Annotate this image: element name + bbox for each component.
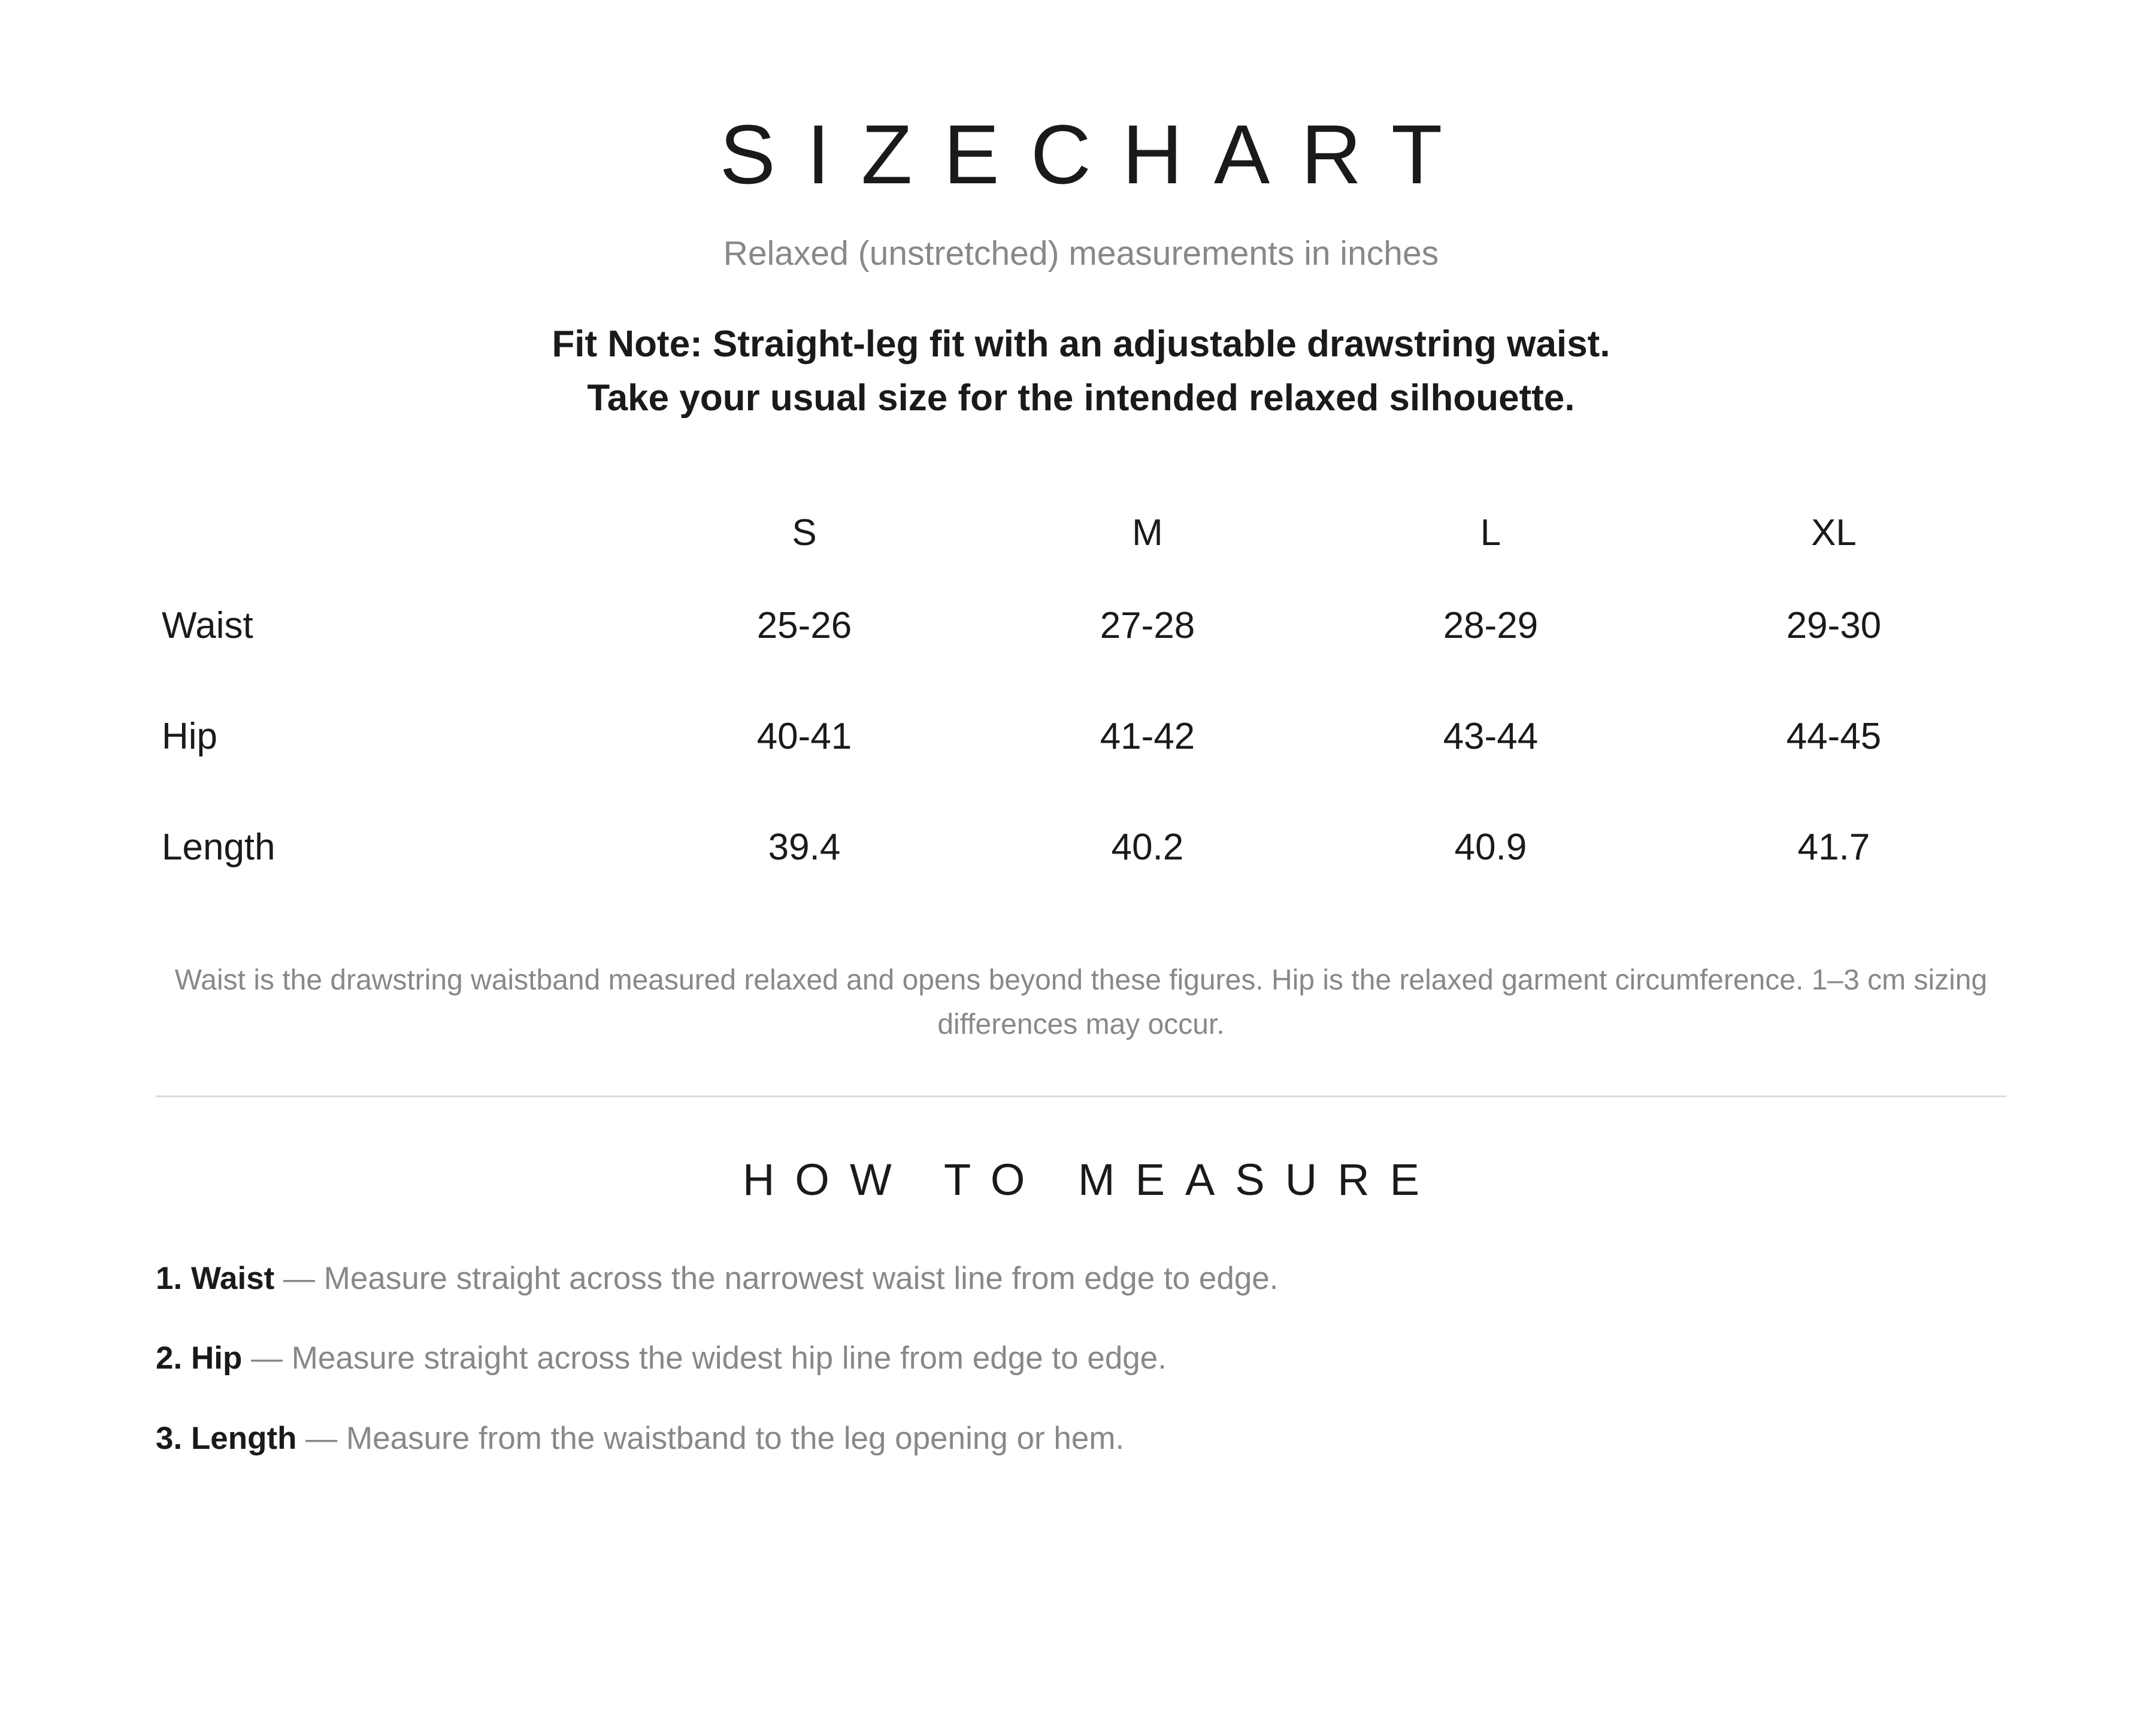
size-header-m: M	[1132, 512, 1163, 553]
size-chart-page	[156, 0, 2006, 1713]
measurement-footnote	[156, 958, 2006, 1047]
table-cell: 43-44	[1443, 716, 1539, 757]
footnote-line: differences may occur.	[937, 1009, 1225, 1040]
step-number: 2.	[156, 1340, 183, 1376]
step-description: — Measure straight across the widest hip line from edge to edge.	[242, 1340, 1167, 1376]
size-header-l: L	[1480, 512, 1501, 553]
size-header-xl: XL	[1811, 512, 1857, 553]
row-label-length: Length	[162, 827, 275, 868]
step-name: Hip	[190, 1340, 243, 1376]
fit-note-line: Take your usual size for the intended relaxed silhouette.	[587, 377, 1575, 419]
step-description: — Measure straight across the narrowest waist line from edge to edge.	[274, 1261, 1279, 1296]
table-cell: 41.7	[1797, 827, 1870, 868]
table-cell: 27-28	[1100, 605, 1195, 646]
table-cell: 28-29	[1443, 605, 1539, 646]
step-name: Waist	[190, 1261, 275, 1296]
step-name: Length	[190, 1421, 297, 1456]
how-to-measure-title: HOW TO MEASURE	[742, 1155, 1440, 1204]
list-item	[156, 1418, 1124, 1460]
table-cell: 44-45	[1786, 716, 1882, 757]
step-number: 3.	[156, 1421, 183, 1456]
step-number: 1.	[156, 1261, 183, 1296]
table-cell: 41-42	[1100, 716, 1195, 757]
size-table	[156, 0, 2006, 898]
row-label-waist: Waist	[162, 605, 253, 646]
table-cell: 40.9	[1454, 827, 1527, 868]
row-label-hip: Hip	[162, 716, 218, 757]
size-header-s: S	[792, 512, 817, 553]
table-cell: 40-41	[756, 716, 852, 757]
table-cell: 39.4	[768, 827, 841, 868]
list-item	[156, 1337, 1167, 1379]
page-subtitle: Relaxed (unstretched) measurements in inches	[723, 234, 1439, 273]
list-item	[156, 1258, 1279, 1300]
table-cell: 40.2	[1111, 827, 1184, 868]
fit-note-line: Fit Note: Straight-leg fit with an adjustable drawstring waist.	[552, 323, 1610, 365]
step-description: — Measure from the waistband to the leg opening or hem.	[296, 1421, 1125, 1456]
section-divider	[156, 1095, 2006, 1097]
footnote-line: Waist is the drawstring waistband measured relaxed and opens beyond these figures. Hip is the relaxed garment circumference. 1–3 cm sizing	[174, 964, 1988, 996]
page-title: SIZECHART	[719, 107, 1474, 201]
table-cell: 29-30	[1786, 605, 1882, 646]
table-cell: 25-26	[756, 605, 852, 646]
